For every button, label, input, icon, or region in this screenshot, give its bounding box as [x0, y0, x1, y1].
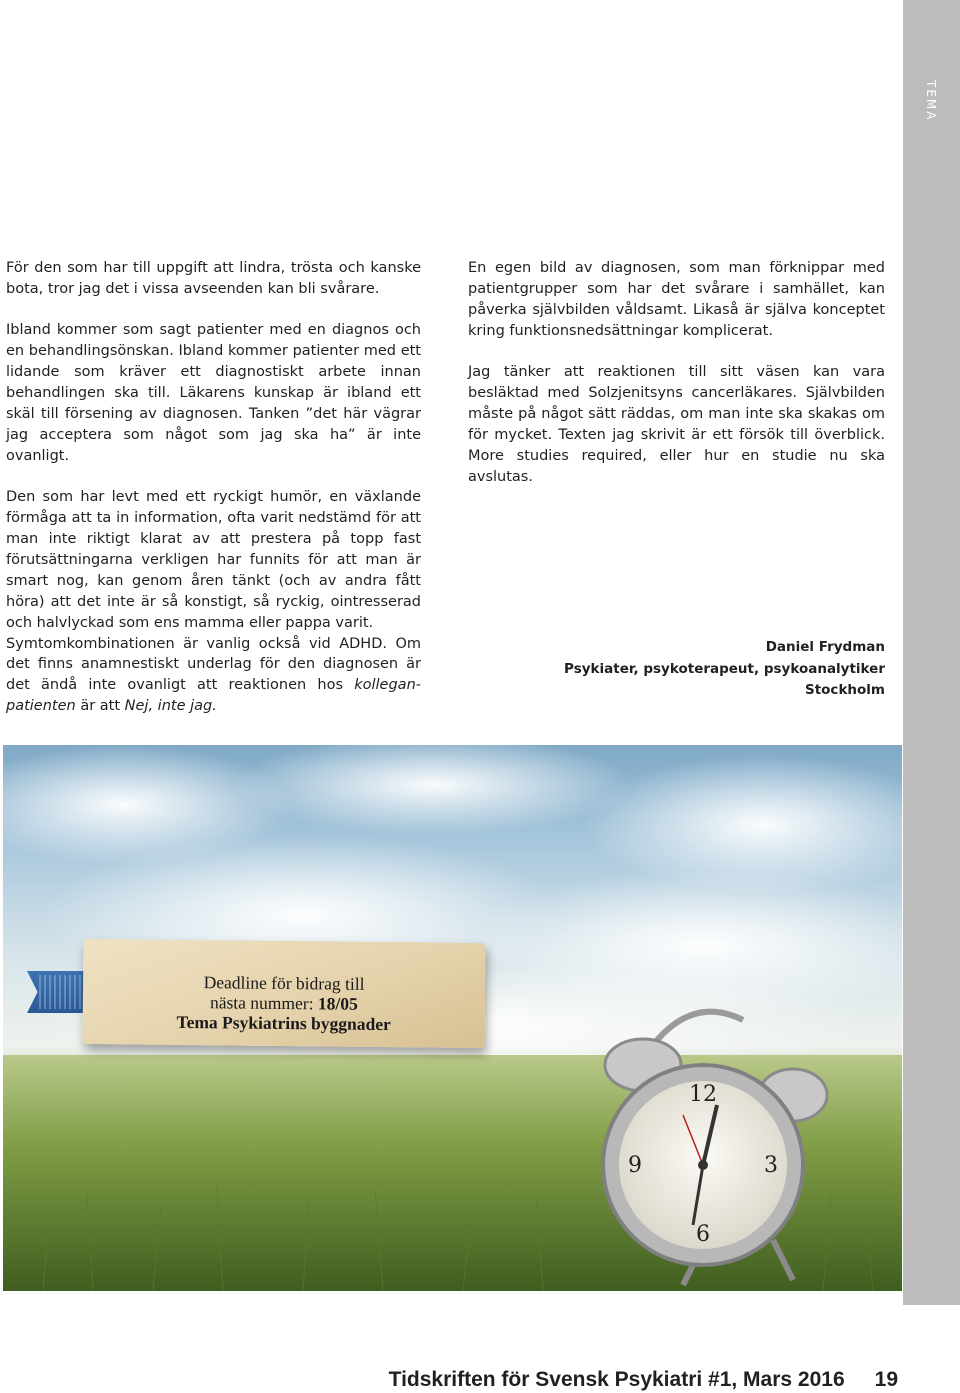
paragraph-text: är att: [75, 698, 125, 715]
deadline-theme-text: Tema Psykiatrins byggnader: [176, 1011, 391, 1035]
side-tab-label: TEMA: [924, 80, 938, 122]
paragraph: Den som har levt med ett ryckigt humör, en växlande förmåga att ta in information, ofta varit nedstämd för att man inte riktigt klarat av att prestera på topp fast förutsättningarna verkligen har funnits för att man är smart nog, kan genom åren tänkt (och av andra fått höra) att det inte är så konstigt, så ryckig, ointresserad och halvlyckad som ens mamma eller pappa varit.: [6, 489, 421, 631]
paragraph: Jag tänker att reaktionen till sitt väsen kan vara besläktad med Solzjenitsyns cancerläkares. Självbilden måste på något sätt räddas, om man inte ska skakas om för mycket. Texten jag skrivit är ett försök till överblick. More studies required, eller hur en studie nu ska avslutas.: [468, 364, 885, 485]
svg-text:12: 12: [689, 1082, 717, 1107]
emphasis-text: kollegan-patienten: [6, 677, 421, 715]
author-signature: [468, 637, 885, 702]
deadline-text: [83, 971, 486, 1035]
svg-text:6: 6: [696, 1222, 710, 1247]
deadline-date: 18/05: [317, 993, 358, 1014]
page-number: 19: [874, 1368, 898, 1391]
side-tab-strip: [903, 0, 960, 1305]
paragraph: En egen bild av diagnosen, som man förknippar med patientgrupper som har det svårare i samhället, kan påverka självbilden våldsamt. Likaså är själva konceptet kring funktionsnedsättningar komplicerat.: [468, 260, 885, 339]
deadline-line1: Deadline för bidrag till: [203, 972, 365, 994]
paragraph-text: Symtomkombinationen är vanlig också vid ADHD. Om det finns anamnestiskt underlag för den diagnosen är det ändå inte ovanligt att reaktionen hos: [6, 635, 421, 694]
author-title: Psykiater, psykoterapeut, psykoanalytiker: [564, 660, 885, 677]
svg-text:3: 3: [764, 1153, 778, 1178]
author-name: Daniel Frydman: [765, 639, 885, 655]
paragraph: [6, 634, 421, 718]
publication-name: Tidskriften för Svensk Psykiatri #1, Mars 2016: [388, 1368, 845, 1391]
right-column: [468, 258, 885, 488]
deadline-note: [82, 939, 485, 1048]
emphasis-text: Nej, inte jag.: [124, 698, 217, 715]
svg-text:9: 9: [628, 1153, 642, 1178]
page-footer: [0, 1367, 898, 1393]
deadline-theme: [83, 1011, 485, 1035]
paragraph: För den som har till uppgift att lindra, trösta och kanske bota, tror jag det i vissa avseenden kan bli svårare.: [6, 260, 421, 297]
deadline-line2-prefix: nästa nummer:: [209, 992, 319, 1014]
left-column: [6, 258, 421, 717]
author-city: Stockholm: [804, 682, 885, 698]
paragraph: Ibland kommer som sagt patienter med en diagnos och en behandlingsönskan. Ibland kommer patienter med ett lidande som kräver ett diagnostiskt arbete innan behandlingen ska till. Läkarens kunskap är ibland ett skäl till försening av diagnosen. Tanken ”det här vägrar jag acceptera som något som jag ska ha” är inte ovanligt.: [6, 322, 421, 464]
